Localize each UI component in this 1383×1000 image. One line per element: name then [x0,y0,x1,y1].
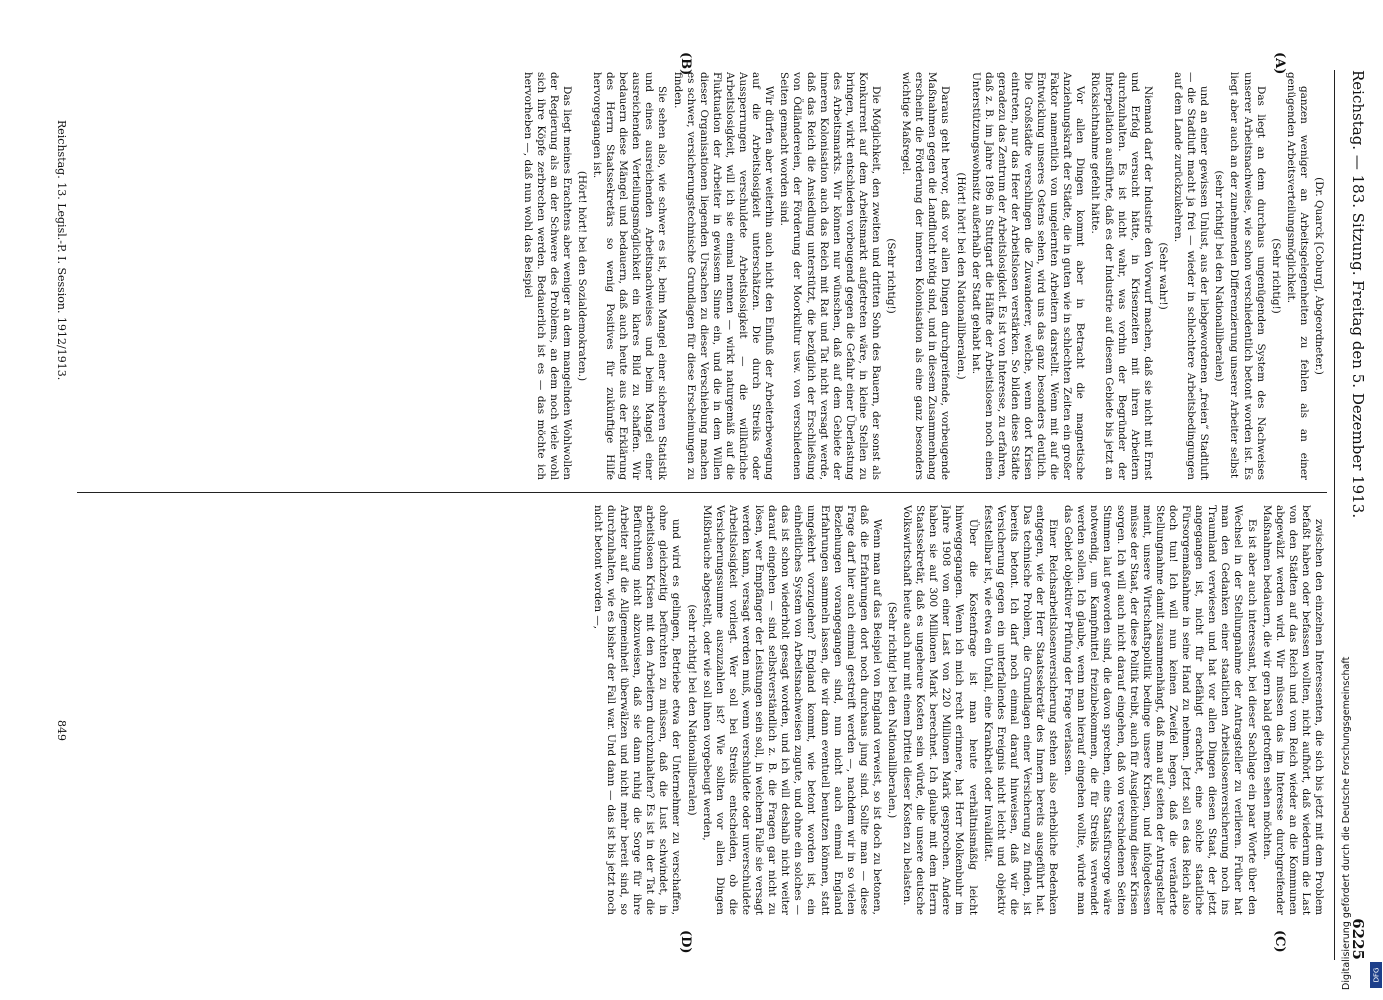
paragraph: (Dr. Quarck [Coburg], Abgeordneter.) [1313,177,1325,375]
page-header [1319,0,1383,1000]
paragraph: (sehr richtig! bei den Nationalliberalen) [685,604,698,816]
running-header: Reichstag. — 183. Sitzung. Freitag den 5. Dezember 1913. [1349,70,1367,519]
paragraph: Das liegt an dem durchaus ungenügenden System des Nachweises unserer Arbeitsnachweise, wie schon verschiedentlich betont worden ist. Es liegt aber auch an der zunehmenden Differenzierung unserer Arbeiter selbst [1228,72,1267,480]
paragraph: (Sehr wahr!) [1156,242,1169,310]
paragraph: Vor allen Dingen kommt aber in Betracht die magnetische Anziehungskraft der Städte, die in guten wie in schlechten Zeiten ein großer Faktor namentlich von ungelernten Arbeitern darstellt. Wenn mit auf die Entwicklung unseres Ostens sehen, wird uns das ganz besonders deutlich. Die Großstädte verschlingen die Zuwanderer, welche, wenn dort Krisen eintreten, nur das Heer der Arbeitslosen verstärken. So bilden diese Städte geradezu das Zentrum der Arbeitslosigkeit. Es ist von Interesse, zu erfahren, daß z. B. im Jahre 1896 in Stuttgart die Hälfte der Arbeitslosen noch einen Unterstützungswohnsitz außerhalb der Stadt gehabt hat. [969,72,1087,480]
margin-marker-a: (A) [1272,52,1287,75]
footer-page-number: 849 [55,720,68,741]
paragraph: Es ist aber auch interessant, bei dieser Sachlage ein paar Worte über den Wechsel in der Stellungnahme der Antragsteller zu verlieren. Früher hat man den Gedanken einer staatlichen Arbeitslosenversicherung noch ins Traumland verwiesen und hat vor allen Dingen diesen Staat, der jetzt angegangen ist, nicht für befähigt erachtet, eine solche staatliche Fürsorgemaßnahme in seine Hand zu nehmen. Jetzt soll es das Reich also doch tun! Ich will nun keinen Zweifel hegen, daß die veränderte Stellungnahme damit zusammenhängt, daß man auf seiten der Antragsteller meint, unsere Wirtschaftspolitik bedinge unsere Krisen, und infolgedessen müsse der Staat, der diese Politik treibt, auch für Ausgleichung dieser Krisen sorgen. Ich will auch nicht darauf eingehen, daß von verschiedenen Seiten Stimmen laut geworden sind, die davon sprechen, eine Staatsfürsorge wäre notwendig, um Kampfmittel freizubekommen, die für Streiks verwendet werden sollen. Ich glaube, wenn man hierauf eingehen wollte, würde man das Gebiet objektiver Prüfung der Frage verlassen. [1062,505,1258,915]
paragraph: (Hört! hört! bei den Sozialdemokraten.) [575,170,588,382]
paragraph: Wenn man auf das Beispiel von England verweist, so ist doch zu betonen, daß die Erfahrungen dort noch durchaus jung sind. Sollte man — diese Frage darf hier auch einmal gestreift werden —, nachdem wir in so vielen Beziehungen vorangegangen sind, nun nicht auch einmal England Erfahrungen sammeln lassen, die wir dann eventuell benutzen können, statt umgekehrt vorzugehen? England kommt, wie betont worden ist, ein einheitliches System von Arbeitsnachweisen zugute, und ohne ein solches — das ist schon wiederholt gesagt worden, und ich will deshalb nicht weiter darauf eingehen — sind selbstverständlich z. B. die Fragen gar nicht zu lösen, wer Empfänger der Leistungen sein soll, in welchem Falle sie versagt werden kann, versagt werden muß, wenn verschuldete oder unverschuldete Arbeitslosigkeit vorliegt. Wer soll bei Streiks entscheiden, ob die Versicherungssumme auszuzahlen ist? Wie sollten vor allen Dingen Mißbräuche abgestellt, oder wie soll ihnen vorgebeugt werden, [700,505,883,915]
left-column [85,72,1325,480]
paragraph: (sehr richtig! bei den Nationalliberalen) [1213,170,1226,382]
footer-left: Reichstag. 13. Legisl.-P. I. Session. 1912/1913. [55,120,68,381]
column-divider [77,492,1327,493]
paragraph: und an einer gewissen Unlust, aus der liebgewordenen „freien“ Stadtluft — die Stadtluft macht ja frei — wieder in schlechtere Arbeitsbedingungen auf dem Lande zurückzukehren. [1172,72,1211,480]
paragraph: Niemand darf der Industrie den Vorwurf machen, daß sie nicht mit Ernst und Erfolg versucht hätte, in Krisenzeiten mit ihren Arbeitern durchzuhalten. Es ist nicht wahr, was vorhin der Begründer der Interpellation ausführte, daß es der Industrie auf diesem Gebiete bis jetzt an Rücksichtnahme gefehlt hätte. [1089,72,1154,480]
margin-marker-d: (D) [678,930,693,954]
paragraph: Sie sehen also, wie schwer es ist, beim Mangel einer sicheren Statistik und eines ausreichenden Arbeitsnachweises und beim Mangel einer ausreichenden Verteilungsmöglichkeit ein klares Bild zu schaffen. Wir bedauern diese Mängel und bedauern, daß auch heute aus der Erklärung des Herrn Staatssekretärs so wenig Positives für zukünftige Hilfe hervorgegangen ist. [591,72,669,480]
paragraph: Das liegt meines Erachtens aber weniger an dem mangelnden Wohlwollen der Regierung als an der Schwere des Problems, an dem noch viele wohl sich ihre Köpfe zerbrechen werden. Bedauerlich ist es — das möchte ich hervorheben —, daß nun wohl das Beispiel [521,72,573,480]
paragraph: (Sehr richtig!) [1269,238,1282,314]
dfg-logo-text: DFG [1372,967,1380,983]
right-column [85,505,1325,915]
paragraph: Wir dürfen aber weiterhin auch nicht den Einfluß der Arbeiterbewegung auf die Arbeitslosigkeit unterschätzen. Die durch Streiks oder Aussperrungen verschuldete Arbeitslosigkeit — die willkürliche Arbeitslosigkeit, will ich sie einmal nennen — wirkt naturgemäß auf die Fluktuation der Arbeiter in gewissem Sinne ein, und die in dem Willen dieser Organisationen liegenden Ursachen zu dieser Verschiebung machen es schwer, versicherungstechnische Grundlagen für diese Erscheinungen zu finden. [671,72,776,480]
paragraph: Daraus geht hervor, daß vor allen Dingen durchgreifende, vorbeugende Maßnahmen gegen die Landflucht nötig sind, und in diesem Zusammenhang erscheint die Förderung der inneren Kolonisation als eine ganz besonders wichtige Maßregel. [900,72,952,480]
digitization-credit: Digitalisierung gefördert durch die Deutsche Forschungsgemeinschaft [1341,656,1352,990]
paragraph: (Hört! hört! bei den Nationalliberalen.) [954,172,967,380]
header-rule [1334,70,1335,960]
paragraph: Die Möglichkeit, den zweiten und dritten Sohn des Bauern, der sonst als Konkurrent auf dem Arbeitsmarkt aufgetreten wäre, in kleine Stellen zu bringen, wirkt entschieden vorbeugend gegen die Gefahr einer Überlastung des Arbeitsmarkts. Wir können nur wünschen, daß auf dem Gebiete der inneren Kolonisation auch das Reich mit Rat und Tat nicht versagt werde, daß das Reich die Ansiedlung unterstützt, die bezüglich der Erschließung von Ödländereien, der Förderung der Moorkultur usw. von verschiedenen Seiten gemacht worden sind. [778,72,882,480]
paragraph: zwischen den einzelnen Interessenten, die sich bis jetzt mit dem Problem befaßt haben oder befassen wollten, nicht aufhört, daß wiederum die Last von den Städten auf das Reich und vom Reich wieder an die Kommunen abgewälzt werden wird. Wir müssen das im Interesse durchgreifender Maßnahmen bedauern, die wir gern bald getroffen sehen möchten. [1260,505,1325,915]
paragraph: und wird es gelingen, Betriebe etwa der Unternehmer zu verschaffen, ohne gleichzeitig befürchten zu müssen, daß die Lust schwindet, in arbeitslosen Krisen mit den Arbeitern durchzuhalten? Es ist in der Tat die Befürchtung nicht abzuweisen, daß sie dann ruhig die Sorge für ihre Arbeiter auf die Allgemeinheit überwälzen und nicht mehr bereit sind, so durchzuhalten, wie es bisher der Fall war. Und dann — das ist bis jetzt noch nicht betont worden —, [591,505,683,915]
paragraph: (Sehr richtig!) [885,238,898,314]
margin-marker-b: (B) [678,52,693,76]
margin-marker-c: (C) [1272,930,1287,953]
paragraph: (Sehr richtig! bei den Nationalliberalen.) [886,601,898,819]
paragraph: ganzen weniger an Arbeitsgelegenheiten zu fehlen als an einer genügenden Arbeitsverteilungsmöglichkeit. [1284,72,1310,480]
page-number: 6225 [1349,918,1367,960]
paragraph: Einer Reichsarbeitslosenversicherung stehen also erhebliche Bedenken entgegen, wie der Herr Staatssekretär des Innern bereits ausgeführt hat. Das technische Problem, die Grundlagen einer Versicherung zu finden, ist bereits betont. Ich darf noch einmal darauf hinweisen, daß wir die Versicherung gegen ein unterfallendes Ereignis nicht leicht und objektiv feststellbar ist, wie etwa ein Unfall, eine Krankheit oder Invalidität. [981,505,1060,915]
paragraph: Über die Kostenfrage ist man heute verhältnismäßig leicht hinweggegangen. Wenn ich mich recht erinnere, hat Herr Molkenbuhr im Jahre 1908 von einer Last von 220 Millionen Mark gesprochen. Andere haben sie auf 300 Millionen Mark berechnet. Ich glaube mit dem Herrn Staatssekretär, daß es ungeheure Kosten sein würde, die unsere deutsche Volkswirtschaft heute auch nur mit einem Drittel dieser Kosten zu belasten. [901,505,979,915]
